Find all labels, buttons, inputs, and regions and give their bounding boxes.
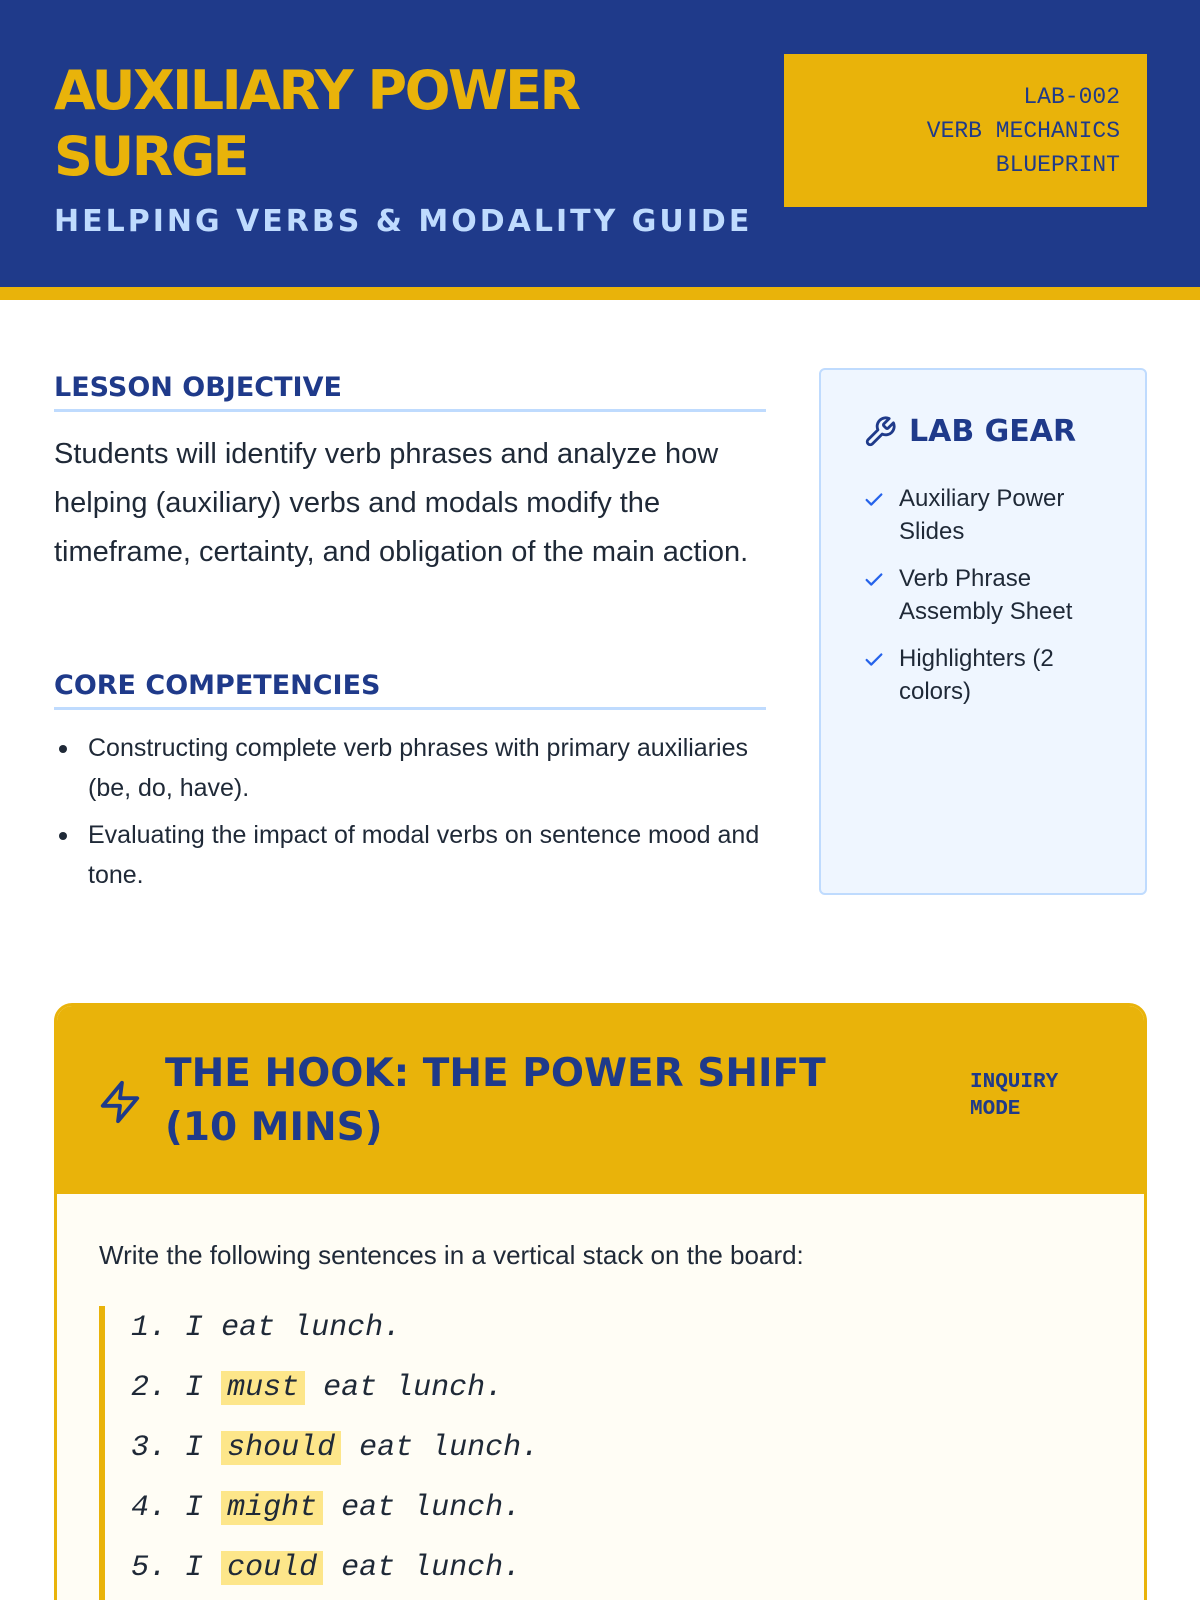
modal-highlight: could — [221, 1551, 323, 1585]
gear-item-label: Verb Phrase Assembly Sheet — [899, 565, 1073, 625]
page-subtitle: HELPING VERBS & MODALITY GUIDE — [54, 204, 753, 239]
sentence-predicate: eat lunch. — [359, 1431, 540, 1465]
page-title: AUXILIARY POWER SURGE — [54, 59, 579, 188]
badge-line: BLUEPRINT — [995, 152, 1120, 178]
hook-title: THE HOOK: THE POWER SHIFT (10 MINS) — [165, 1051, 826, 1150]
check-icon — [863, 482, 899, 520]
list-item — [54, 815, 766, 895]
lab-gear-panel — [819, 368, 1147, 895]
hook-card — [54, 1003, 1147, 1600]
objective-text: Students will identify verb phrases and analyze how helping (auxiliary) verbs and modals modify the timeframe, certainty, and obligation of the main action. — [54, 438, 749, 568]
sentence-predicate: eat lunch. — [323, 1371, 504, 1405]
sentence-row — [131, 1486, 899, 1546]
objective-heading: LESSON OBJECTIVE — [54, 372, 766, 412]
lab-badge — [784, 54, 1147, 207]
sentence-row — [131, 1426, 899, 1486]
check-icon — [863, 562, 899, 600]
badge-code: LAB-002 — [1023, 84, 1120, 110]
sentence-number: 4. — [131, 1491, 168, 1525]
list-item — [863, 562, 1113, 628]
sentence-row — [131, 1546, 899, 1600]
sentence-subject: I — [185, 1431, 204, 1465]
hook-header — [57, 1006, 1144, 1194]
lightning-icon — [97, 1076, 143, 1128]
modal-highlight: might — [221, 1491, 323, 1525]
sentence-predicate: eat lunch. — [341, 1491, 522, 1525]
sentence-predicate: eat lunch. — [221, 1311, 402, 1345]
competencies-list — [54, 728, 766, 902]
check-icon — [863, 642, 899, 680]
modal-highlight: should — [221, 1431, 341, 1465]
sentence-subject: I — [185, 1491, 204, 1525]
sentence-stack — [99, 1306, 899, 1600]
sentence-subject: I — [185, 1311, 204, 1345]
sentence-row — [131, 1366, 899, 1426]
gear-item-label: Auxiliary Power Slides — [899, 485, 1065, 545]
sentence-subject: I — [185, 1371, 204, 1405]
badge-line: VERB MECHANICS — [926, 118, 1120, 144]
lab-gear-list — [863, 482, 1113, 722]
modal-highlight: must — [221, 1371, 305, 1405]
list-item — [863, 482, 1113, 548]
list-item — [863, 642, 1113, 708]
competency-text: Evaluating the impact of modal verbs on sentence mood and tone. — [88, 821, 760, 889]
lab-gear-title — [863, 414, 1076, 449]
mode-badge: INQUIRY MODE — [970, 1071, 1059, 1121]
page-header — [0, 0, 1200, 300]
competency-text: Constructing complete verb phrases with primary auxiliaries (be, do, have). — [88, 734, 748, 802]
list-item — [54, 728, 766, 808]
sentence-number: 3. — [131, 1431, 168, 1465]
bullet-dot — [59, 745, 67, 753]
sentence-row — [131, 1306, 899, 1366]
gear-item-label: Highlighters (2 colors) — [899, 645, 1054, 705]
sentence-number: 1. — [131, 1311, 168, 1345]
hook-instruction: Write the following sentences in a vertical stack on the board: — [99, 1240, 804, 1270]
sentence-subject: I — [185, 1551, 204, 1585]
wrench-icon — [863, 415, 897, 449]
sentence-number: 2. — [131, 1371, 168, 1405]
sentence-number: 5. — [131, 1551, 168, 1585]
competencies-heading: CORE COMPETENCIES — [54, 670, 766, 710]
sentence-predicate: eat lunch. — [341, 1551, 522, 1585]
lab-gear-label: LAB GEAR — [909, 414, 1077, 449]
bullet-dot — [59, 832, 67, 840]
